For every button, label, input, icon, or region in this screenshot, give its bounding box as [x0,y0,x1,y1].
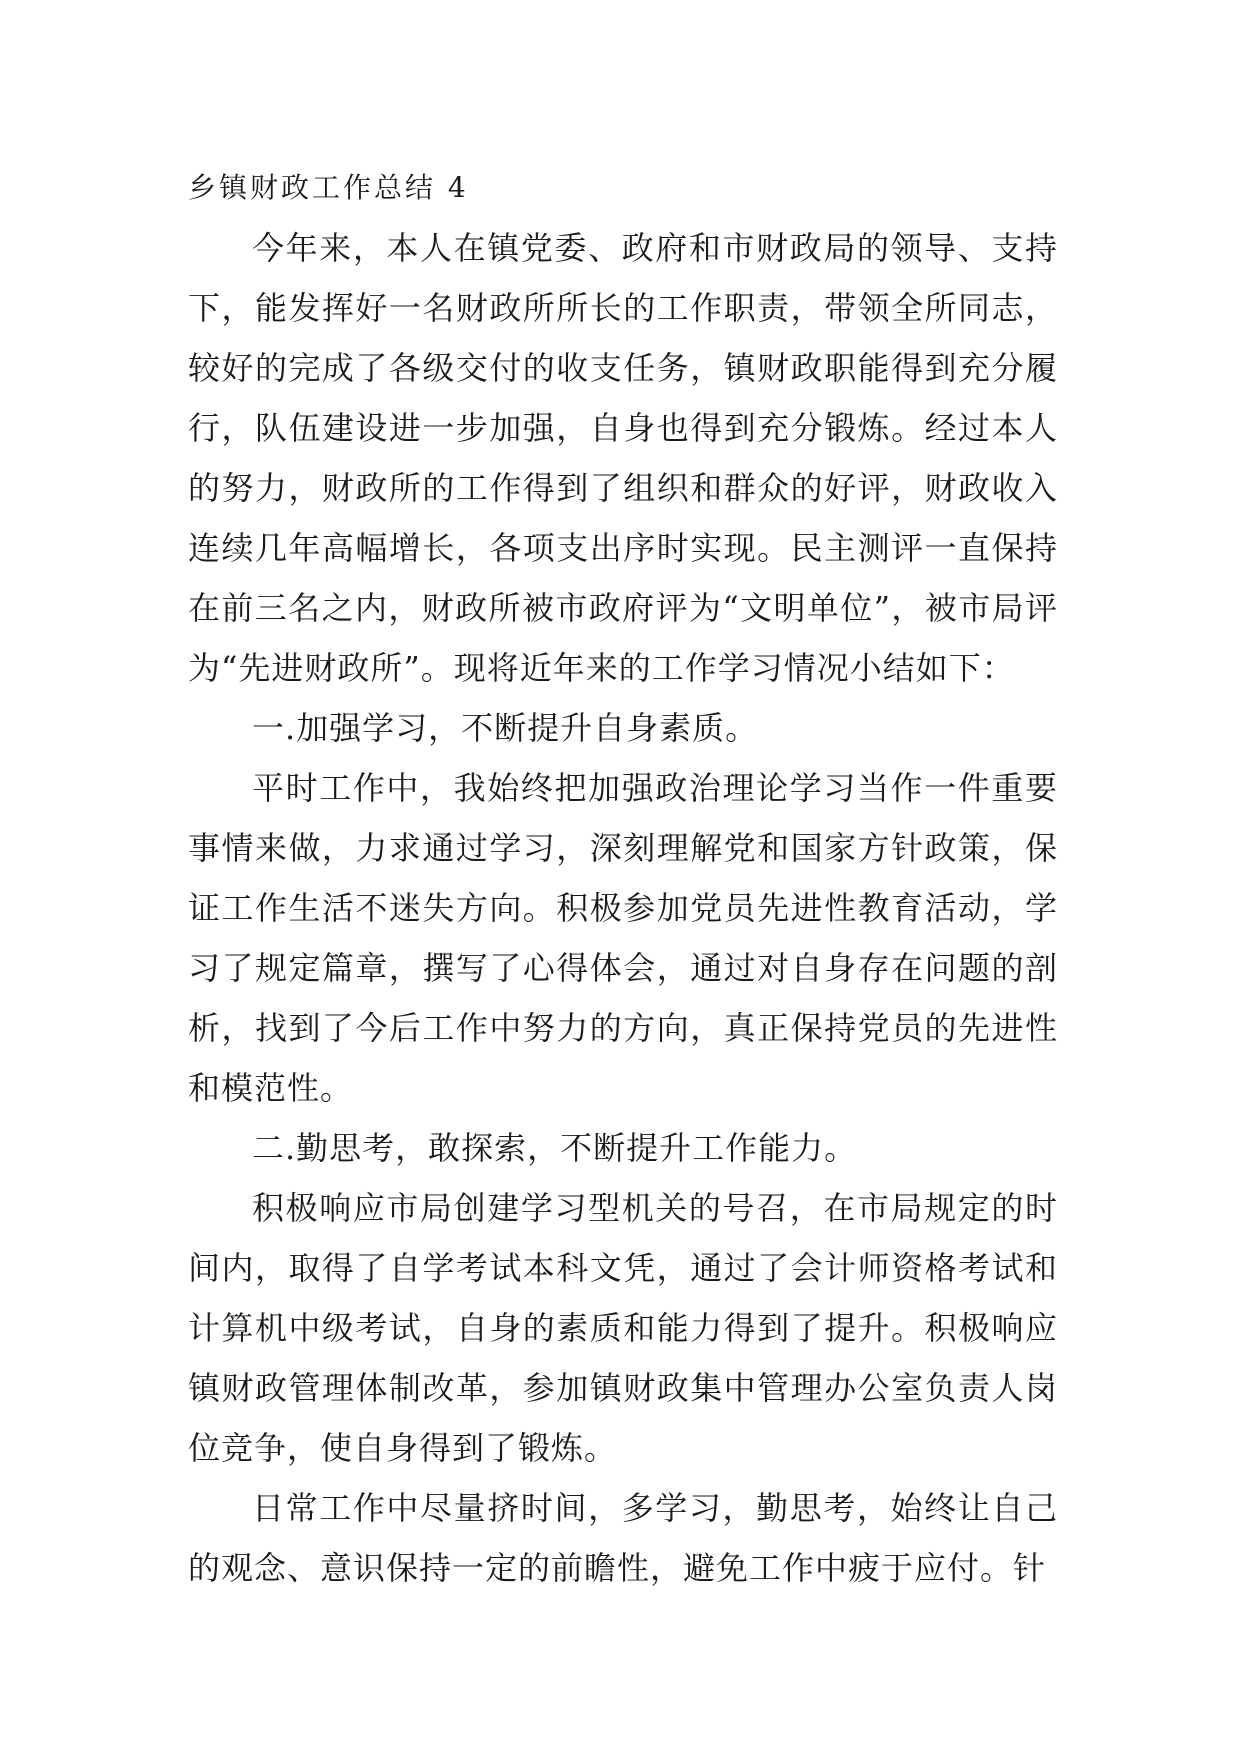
paragraph-intro: 今年来，本人在镇党委、政府和市财政局的领导、支持下，能发挥好一名财政所所长的工作职责，带领全所同志，较好的完成了各级交付的收支任务，镇财政职能得到充分履行，队伍建设进一步加强，自身也得到充分锻炼。经过本人的努力，财政所的工作得到了组织和群众的好评，财政收入连续几年高幅增长，各项支出序时实现。民主测评一直保持在前三名之内，财政所被市政府评为“文明单位”，被市局评为“先进财政所”。现将近年来的工作学习情况小结如下： [188,229,1058,687]
section-heading-1: 一.加强学习，不断提升自身素质。 [252,709,759,747]
document-body [188,158,1058,1598]
section-heading-2: 二.勤思考，敢探索，不断提升工作能力。 [252,1129,858,1167]
paragraph-study: 平时工作中，我始终把加强政治理论学习当作一件重要事情来做，力求通过学习，深刻理解党和国家方针政策，保证工作生活不迷失方向。积极参加党员先进性教育活动，学习了规定篇章，撰写了心得体会，通过对自身存在问题的剖析，找到了今后工作中努力的方向，真正保持党员的先进性和模范性。 [188,769,1058,1107]
document-title: 乡镇财政工作总结 4 [188,171,469,204]
paragraph-ability: 积极响应市局创建学习型机关的号召，在市局规定的时间内，取得了自学考试本科文凭，通过了会计师资格考试和计算机中级考试，自身的素质和能力得到了提升。积极响应镇财政管理体制改革，参加镇财政集中管理办公室负责人岗位竞争，使自身得到了锻炼。 [188,1189,1058,1467]
paragraph-daily-work: 日常工作中尽量挤时间，多学习，勤思考，始终让自己的观念、意识保持一定的前瞻性，避免工作中疲于应付。针 [188,1489,1058,1587]
